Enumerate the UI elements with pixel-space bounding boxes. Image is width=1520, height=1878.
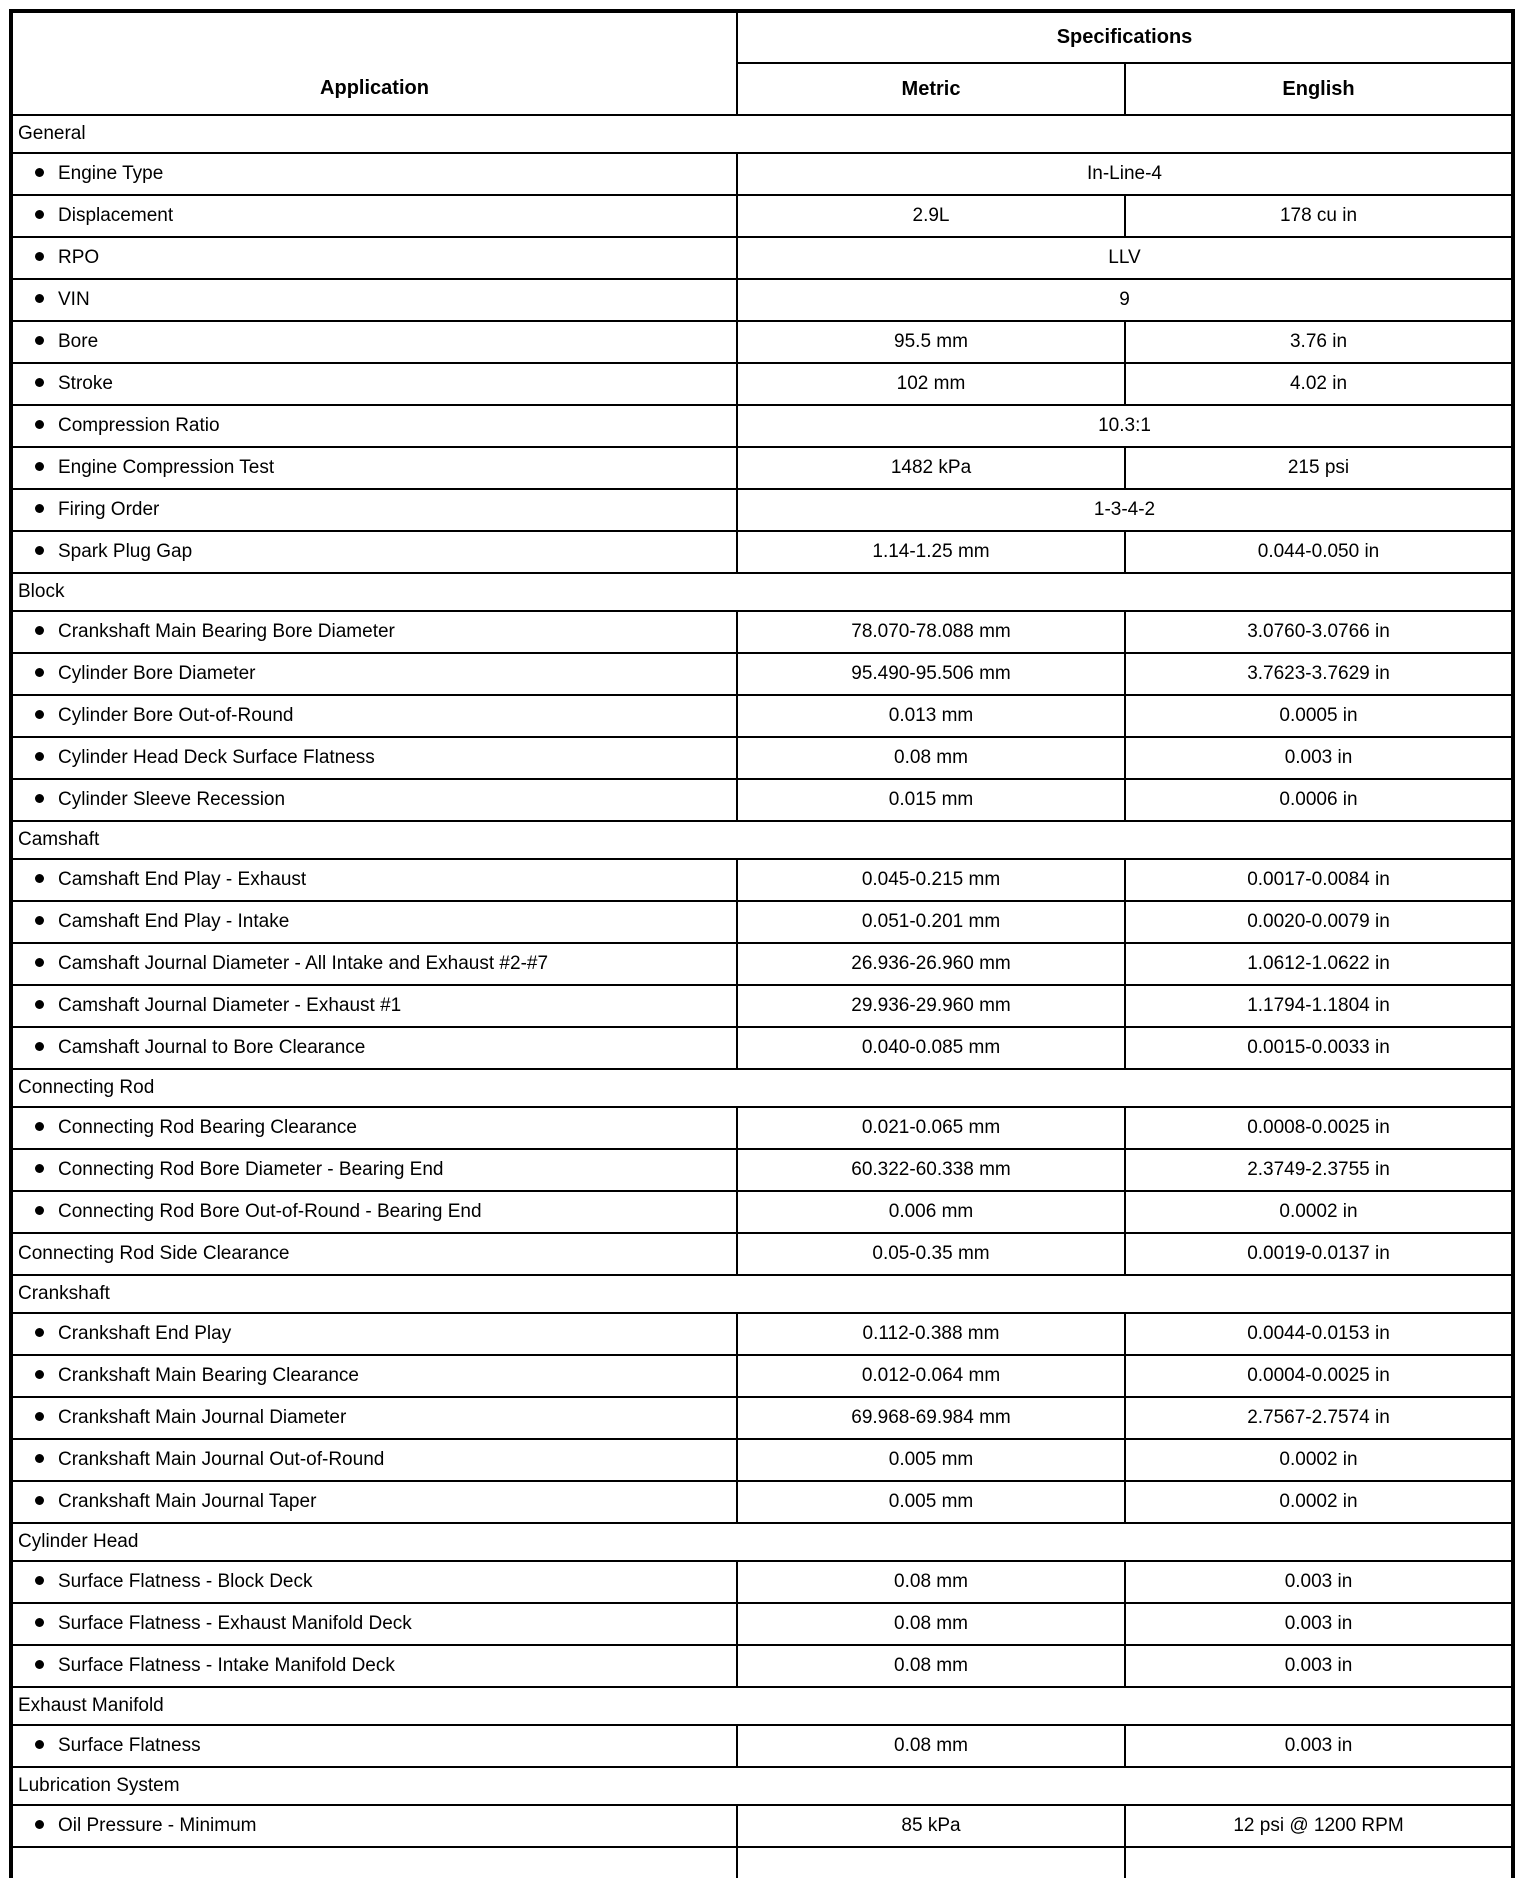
application-label: Camshaft Journal to Bore Clearance: [58, 1037, 366, 1058]
combined-value: 1-3-4-2: [737, 489, 1513, 531]
partial-clipped-row: [11, 1847, 1513, 1878]
application-label: Crankshaft Main Journal Diameter: [58, 1407, 347, 1428]
metric-value: 102 mm: [737, 363, 1125, 405]
header-row-top: [11, 11, 1513, 63]
application-label: VIN: [58, 289, 90, 310]
spec-row: [11, 653, 1513, 695]
metric-value: 0.08 mm: [737, 737, 1125, 779]
bullet-icon: [35, 378, 44, 387]
section-title: Connecting Rod: [11, 1069, 1513, 1107]
spec-row: [11, 405, 1513, 447]
section-row: [11, 1523, 1513, 1561]
application-label: Engine Type: [58, 163, 164, 184]
english-value: 2.7567-2.7574 in: [1125, 1397, 1513, 1439]
spec-row: [11, 237, 1513, 279]
application-cell: [11, 363, 737, 405]
bullet-icon: [35, 546, 44, 555]
application-label: Connecting Rod Bearing Clearance: [58, 1117, 357, 1138]
english-value: 0.0002 in: [1125, 1481, 1513, 1523]
application-cell: [11, 1603, 737, 1645]
metric-value: 0.012-0.064 mm: [737, 1355, 1125, 1397]
section-title: Cylinder Head: [11, 1523, 1513, 1561]
spec-row: [11, 1027, 1513, 1069]
application-cell: [11, 489, 737, 531]
spec-row: [11, 1149, 1513, 1191]
application-label: Cylinder Bore Diameter: [58, 663, 256, 684]
bullet-icon: [35, 1576, 44, 1585]
application-cell: [11, 1481, 737, 1523]
application-cell: [11, 1313, 737, 1355]
bullet-icon: [35, 1618, 44, 1627]
spec-row: [11, 1107, 1513, 1149]
spec-row: [11, 1233, 1513, 1275]
application-cell: [11, 1439, 737, 1481]
application-cell: [11, 195, 737, 237]
spec-row: [11, 531, 1513, 573]
application-label: Surface Flatness - Intake Manifold Deck: [58, 1655, 395, 1676]
application-cell: [11, 531, 737, 573]
bullet-icon: [35, 1370, 44, 1379]
application-label: Camshaft Journal Diameter - Exhaust #1: [58, 995, 402, 1016]
application-label: Crankshaft End Play: [58, 1323, 232, 1344]
metric-value: [737, 1847, 1125, 1878]
metric-value: 0.051-0.201 mm: [737, 901, 1125, 943]
english-value: 0.003 in: [1125, 1603, 1513, 1645]
application-label: Connecting Rod Bore Diameter - Bearing End: [58, 1159, 444, 1180]
section-row: [11, 1069, 1513, 1107]
bullet-icon: [35, 1122, 44, 1131]
application-label: Cylinder Head Deck Surface Flatness: [58, 747, 375, 768]
metric-value: 0.006 mm: [737, 1191, 1125, 1233]
spec-row: [11, 279, 1513, 321]
english-value: 0.0008-0.0025 in: [1125, 1107, 1513, 1149]
english-value: 0.0006 in: [1125, 779, 1513, 821]
spec-row: [11, 1645, 1513, 1687]
english-value: 1.0612-1.0622 in: [1125, 943, 1513, 985]
spec-row: [11, 1191, 1513, 1233]
application-cell: [11, 405, 737, 447]
spec-row: [11, 1561, 1513, 1603]
spec-row: [11, 1805, 1513, 1847]
application-label: Crankshaft Main Journal Out-of-Round: [58, 1449, 385, 1470]
english-value: 3.0760-3.0766 in: [1125, 611, 1513, 653]
application-cell: [11, 237, 737, 279]
application-cell: [11, 1355, 737, 1397]
english-value: 2.3749-2.3755 in: [1125, 1149, 1513, 1191]
application-label: Bore: [58, 331, 99, 352]
metric-value: 85 kPa: [737, 1805, 1125, 1847]
bullet-icon: [35, 916, 44, 925]
application-cell: [11, 653, 737, 695]
english-value: 1.1794-1.1804 in: [1125, 985, 1513, 1027]
bullet-icon: [35, 210, 44, 219]
english-value: 0.003 in: [1125, 1645, 1513, 1687]
spec-row: [11, 195, 1513, 237]
english-value: 0.0002 in: [1125, 1439, 1513, 1481]
application-cell: [11, 153, 737, 195]
spec-row: [11, 695, 1513, 737]
application-label: Surface Flatness - Block Deck: [58, 1571, 313, 1592]
spec-row: [11, 1397, 1513, 1439]
metric-value: 29.936-29.960 mm: [737, 985, 1125, 1027]
metric-value: 1.14-1.25 mm: [737, 531, 1125, 573]
application-label: Stroke: [58, 373, 113, 394]
bullet-icon: [35, 1820, 44, 1829]
english-value: 0.003 in: [1125, 737, 1513, 779]
bullet-icon: [35, 420, 44, 429]
spec-row: [11, 1725, 1513, 1767]
application-cell: [11, 779, 737, 821]
application-cell: [11, 1233, 737, 1275]
application-label: Cylinder Sleeve Recession: [58, 789, 286, 810]
english-value: 0.0019-0.0137 in: [1125, 1233, 1513, 1275]
english-value: 0.003 in: [1125, 1725, 1513, 1767]
spec-row: [11, 1603, 1513, 1645]
metric-value: 0.045-0.215 mm: [737, 859, 1125, 901]
application-label: Surface Flatness - Exhaust Manifold Deck: [58, 1613, 412, 1634]
english-value: 0.0005 in: [1125, 695, 1513, 737]
section-title: Crankshaft: [11, 1275, 1513, 1313]
bullet-icon: [35, 336, 44, 345]
section-row: [11, 1275, 1513, 1313]
spec-table-body: [11, 115, 1513, 1847]
application-label: Crankshaft Main Journal Taper: [58, 1491, 317, 1512]
spec-row: [11, 1355, 1513, 1397]
english-value: [1125, 1847, 1513, 1878]
table-header: [11, 11, 1513, 115]
bullet-icon: [35, 1206, 44, 1215]
spec-row: [11, 737, 1513, 779]
spec-row: [11, 1313, 1513, 1355]
spec-row: [11, 489, 1513, 531]
metric-value: 0.015 mm: [737, 779, 1125, 821]
english-value: 0.0002 in: [1125, 1191, 1513, 1233]
bullet-icon: [35, 710, 44, 719]
bullet-icon: [35, 874, 44, 883]
bullet-icon: [35, 462, 44, 471]
english-column-header: English: [1125, 63, 1513, 115]
section-title: Block: [11, 573, 1513, 611]
metric-value: 0.08 mm: [737, 1725, 1125, 1767]
bullet-icon: [35, 1496, 44, 1505]
section-title: Camshaft: [11, 821, 1513, 859]
bullet-icon: [35, 752, 44, 761]
application-cell: [11, 737, 737, 779]
combined-value: In-Line-4: [737, 153, 1513, 195]
application-cell: [11, 1027, 737, 1069]
english-value: 0.003 in: [1125, 1561, 1513, 1603]
english-value: 178 cu in: [1125, 195, 1513, 237]
section-row: [11, 115, 1513, 153]
partial-row-body: [11, 1847, 1513, 1878]
application-cell: [11, 1805, 737, 1847]
metric-value: 2.9L: [737, 195, 1125, 237]
spec-row: [11, 859, 1513, 901]
bullet-icon: [35, 1328, 44, 1337]
spec-row: [11, 985, 1513, 1027]
metric-value: 69.968-69.984 mm: [737, 1397, 1125, 1439]
metric-value: 0.05-0.35 mm: [737, 1233, 1125, 1275]
combined-value: LLV: [737, 237, 1513, 279]
section-row: [11, 1687, 1513, 1725]
spec-row: [11, 1439, 1513, 1481]
metric-value: 0.005 mm: [737, 1439, 1125, 1481]
section-title: Lubrication System: [11, 1767, 1513, 1805]
engine-specifications-table: [9, 9, 1515, 1878]
metric-value: 0.112-0.388 mm: [737, 1313, 1125, 1355]
english-value: 0.0017-0.0084 in: [1125, 859, 1513, 901]
bullet-icon: [35, 504, 44, 513]
metric-value: 0.08 mm: [737, 1561, 1125, 1603]
spec-row: [11, 447, 1513, 489]
english-value: 215 psi: [1125, 447, 1513, 489]
bullet-icon: [35, 1740, 44, 1749]
metric-value: 1482 kPa: [737, 447, 1125, 489]
application-cell: [11, 1107, 737, 1149]
application-cell: [11, 1561, 737, 1603]
english-value: 0.0015-0.0033 in: [1125, 1027, 1513, 1069]
section-title: Exhaust Manifold: [11, 1687, 1513, 1725]
bullet-icon: [35, 668, 44, 677]
application-cell: [11, 695, 737, 737]
application-cell: [11, 859, 737, 901]
application-label: Camshaft End Play - Exhaust: [58, 869, 307, 890]
bullet-icon: [35, 958, 44, 967]
application-label: Crankshaft Main Bearing Clearance: [58, 1365, 359, 1386]
bullet-icon: [35, 794, 44, 803]
application-label: RPO: [58, 247, 100, 268]
bullet-icon: [35, 1454, 44, 1463]
metric-value: 0.08 mm: [737, 1603, 1125, 1645]
bullet-icon: [35, 168, 44, 177]
application-label: Oil Pressure - Minimum: [58, 1815, 257, 1836]
spec-row: [11, 363, 1513, 405]
bullet-icon: [35, 1412, 44, 1421]
bullet-icon: [35, 252, 44, 261]
application-cell: [11, 1725, 737, 1767]
spec-row: [11, 1481, 1513, 1523]
metric-value: 78.070-78.088 mm: [737, 611, 1125, 653]
application-label: Compression Ratio: [58, 415, 220, 436]
section-title: General: [11, 115, 1513, 153]
application-cell: [11, 985, 737, 1027]
application-label: Camshaft Journal Diameter - All Intake and Exhaust #2-#7: [58, 953, 549, 974]
bullet-icon: [35, 626, 44, 635]
application-label: Camshaft End Play - Intake: [58, 911, 290, 932]
english-value: 0.044-0.050 in: [1125, 531, 1513, 573]
application-cell: [11, 1191, 737, 1233]
english-value: 12 psi @ 1200 RPM: [1125, 1805, 1513, 1847]
application-label: Engine Compression Test: [58, 457, 275, 478]
bullet-icon: [35, 1042, 44, 1051]
application-label: Firing Order: [58, 499, 160, 520]
application-cell: [11, 321, 737, 363]
application-cell: [11, 1397, 737, 1439]
bullet-icon: [35, 1000, 44, 1009]
combined-value: 9: [737, 279, 1513, 321]
application-label: Spark Plug Gap: [58, 541, 193, 562]
application-cell: [11, 1847, 737, 1878]
metric-value: 0.021-0.065 mm: [737, 1107, 1125, 1149]
english-value: 0.0004-0.0025 in: [1125, 1355, 1513, 1397]
metric-value: 0.013 mm: [737, 695, 1125, 737]
spec-row: [11, 901, 1513, 943]
section-row: [11, 573, 1513, 611]
application-cell: [11, 901, 737, 943]
english-value: 4.02 in: [1125, 363, 1513, 405]
application-label: Connecting Rod Side Clearance: [18, 1243, 290, 1264]
specifications-column-header: Specifications: [737, 11, 1513, 63]
spec-row: [11, 153, 1513, 195]
spec-row: [11, 943, 1513, 985]
metric-value: 0.005 mm: [737, 1481, 1125, 1523]
metric-value: 0.08 mm: [737, 1645, 1125, 1687]
english-value: 3.7623-3.7629 in: [1125, 653, 1513, 695]
metric-value: 95.5 mm: [737, 321, 1125, 363]
application-label: Displacement: [58, 205, 174, 226]
metric-value: 26.936-26.960 mm: [737, 943, 1125, 985]
spec-row: [11, 611, 1513, 653]
english-value: 0.0044-0.0153 in: [1125, 1313, 1513, 1355]
spec-row: [11, 321, 1513, 363]
bullet-icon: [35, 1660, 44, 1669]
metric-column-header: Metric: [737, 63, 1125, 115]
application-label: Surface Flatness: [58, 1735, 201, 1756]
application-cell: [11, 447, 737, 489]
application-label: Cylinder Bore Out-of-Round: [58, 705, 294, 726]
application-cell: [11, 1149, 737, 1191]
bullet-icon: [35, 1164, 44, 1173]
application-cell: [11, 279, 737, 321]
spec-row: [11, 779, 1513, 821]
english-value: 3.76 in: [1125, 321, 1513, 363]
metric-value: 60.322-60.338 mm: [737, 1149, 1125, 1191]
section-row: [11, 821, 1513, 859]
bullet-icon: [35, 294, 44, 303]
application-cell: [11, 943, 737, 985]
application-label: Crankshaft Main Bearing Bore Diameter: [58, 621, 395, 642]
section-row: [11, 1767, 1513, 1805]
application-label: Connecting Rod Bore Out-of-Round - Bearing End: [58, 1201, 482, 1222]
metric-value: 95.490-95.506 mm: [737, 653, 1125, 695]
application-cell: [11, 1645, 737, 1687]
application-column-header: Application: [11, 11, 737, 115]
metric-value: 0.040-0.085 mm: [737, 1027, 1125, 1069]
combined-value: 10.3:1: [737, 405, 1513, 447]
english-value: 0.0020-0.0079 in: [1125, 901, 1513, 943]
application-cell: [11, 611, 737, 653]
